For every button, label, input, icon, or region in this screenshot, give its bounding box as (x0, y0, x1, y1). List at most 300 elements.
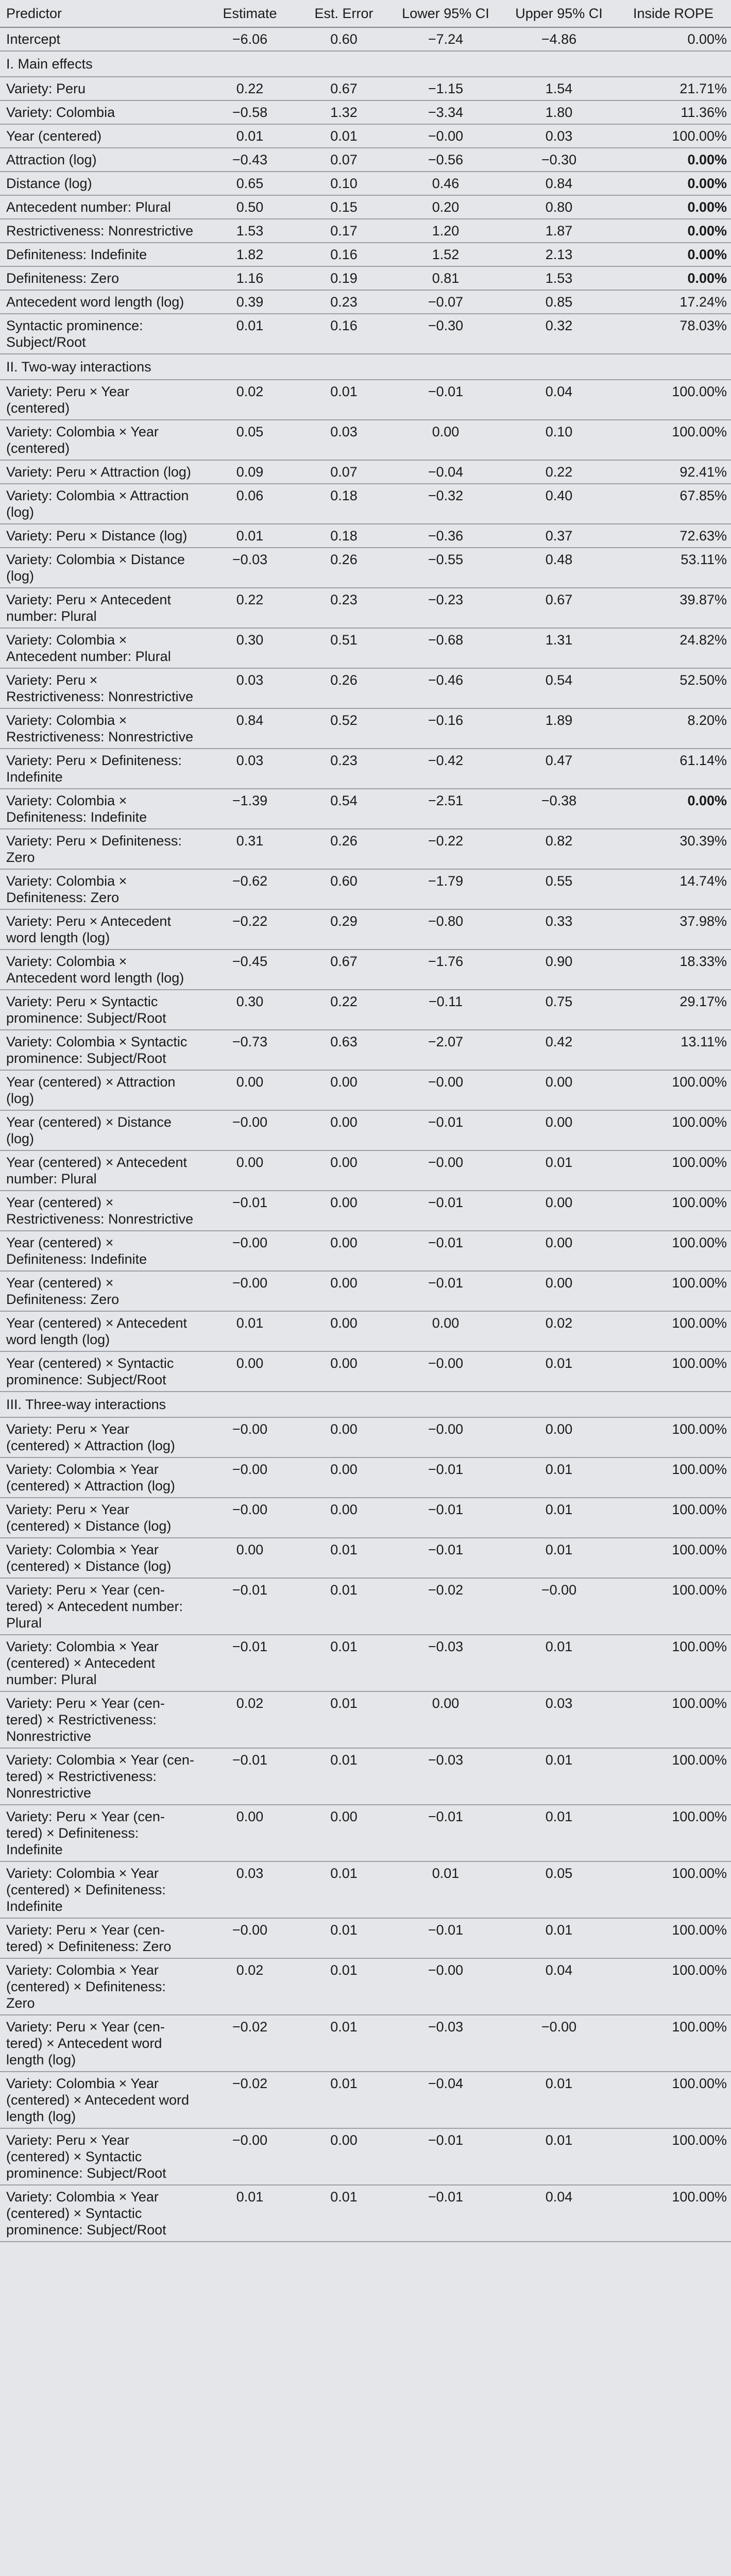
cell-inside-rope: 100.00% (616, 1458, 731, 1498)
cell-predictor: Variety: Colombia × Definiteness: Zero (0, 869, 201, 909)
cell-predictor: Variety: Colombia × Definiteness: Indefinite (0, 789, 201, 829)
cell-estimate: −0.00 (201, 2128, 299, 2185)
cell-est-error: 0.00 (299, 2128, 389, 2185)
cell-est-error: 0.00 (299, 1110, 389, 1150)
table-row (0, 172, 731, 195)
cell-upper-ci: 0.02 (502, 1311, 616, 1351)
cell-inside-rope: 14.74% (616, 869, 731, 909)
table-row (0, 1458, 731, 1498)
cell-lower-ci: 0.00 (389, 1691, 502, 1748)
cell-lower-ci: −0.30 (389, 314, 502, 354)
cell-lower-ci: −0.03 (389, 1748, 502, 1805)
cell-inside-rope: 100.00% (616, 1635, 731, 1691)
cell-lower-ci: −0.01 (389, 2128, 502, 2185)
cell-estimate: −0.02 (201, 2015, 299, 2072)
cell-inside-rope: 18.33% (616, 950, 731, 990)
cell-upper-ci: 1.80 (502, 100, 616, 124)
cell-upper-ci: 0.03 (502, 1691, 616, 1748)
cell-upper-ci: 0.01 (502, 1635, 616, 1691)
cell-lower-ci: −0.00 (389, 1958, 502, 2015)
cell-lower-ci: −0.00 (389, 124, 502, 148)
cell-est-error: 0.26 (299, 829, 389, 869)
cell-est-error: 0.23 (299, 749, 389, 789)
cell-inside-rope: 100.00% (616, 1311, 731, 1351)
cell-lower-ci: −0.01 (389, 2185, 502, 2242)
cell-est-error: 0.63 (299, 1030, 389, 1070)
cell-upper-ci: 2.13 (502, 243, 616, 266)
cell-inside-rope: 29.17% (616, 990, 731, 1030)
cell-est-error: 0.16 (299, 243, 389, 266)
table-row (0, 2128, 731, 2185)
column-header-inside-rope: Inside ROPE (616, 0, 731, 27)
cell-lower-ci: −0.00 (389, 1150, 502, 1191)
table-row (0, 1311, 731, 1351)
cell-lower-ci: 0.81 (389, 266, 502, 290)
cell-estimate: 0.02 (201, 1691, 299, 1748)
cell-predictor: Definiteness: Zero (0, 266, 201, 290)
column-header-estimate: Estimate (201, 0, 299, 27)
table-row (0, 1635, 731, 1691)
cell-lower-ci: −0.22 (389, 829, 502, 869)
cell-inside-rope: 100.00% (616, 1351, 731, 1392)
cell-upper-ci: 0.04 (502, 2185, 616, 2242)
cell-est-error: 0.03 (299, 420, 389, 460)
cell-upper-ci: 0.90 (502, 950, 616, 990)
cell-predictor: Year (centered) × Syntactic prominence: Subject/Root (0, 1351, 201, 1392)
cell-upper-ci: 0.75 (502, 990, 616, 1030)
cell-predictor: Variety: Colombia × Year (centered) × Antecedent number: Plural (0, 1635, 201, 1691)
cell-upper-ci: 0.00 (502, 1070, 616, 1110)
cell-inside-rope: 100.00% (616, 2015, 731, 2072)
cell-lower-ci: −0.01 (389, 1458, 502, 1498)
cell-est-error: 0.01 (299, 1958, 389, 2015)
cell-est-error: 0.67 (299, 77, 389, 100)
cell-est-error: 0.00 (299, 1498, 389, 1538)
cell-upper-ci: 0.01 (502, 1538, 616, 1578)
table-row (0, 1958, 731, 2015)
cell-lower-ci: −0.01 (389, 1191, 502, 1231)
cell-est-error: 0.67 (299, 950, 389, 990)
table-header-row (0, 0, 731, 27)
section-header-row (0, 1392, 731, 1417)
cell-estimate: 0.39 (201, 290, 299, 314)
cell-lower-ci: 0.00 (389, 1311, 502, 1351)
cell-upper-ci: 0.01 (502, 1351, 616, 1392)
table-row (0, 668, 731, 708)
cell-estimate: −1.39 (201, 789, 299, 829)
cell-upper-ci: 0.03 (502, 124, 616, 148)
table-row (0, 1110, 731, 1150)
cell-upper-ci: 1.54 (502, 77, 616, 100)
cell-upper-ci: 0.67 (502, 588, 616, 628)
cell-upper-ci: 0.33 (502, 909, 616, 950)
cell-est-error: 0.00 (299, 1231, 389, 1271)
table-row (0, 460, 731, 484)
cell-upper-ci: 0.05 (502, 1861, 616, 1918)
cell-inside-rope: 100.00% (616, 2185, 731, 2242)
cell-est-error: 0.00 (299, 1458, 389, 1498)
cell-predictor: Year (centered) × Antecedent word length (log) (0, 1311, 201, 1351)
table-row (0, 1748, 731, 1805)
table-row (0, 588, 731, 628)
cell-estimate: −0.22 (201, 909, 299, 950)
cell-est-error: 0.01 (299, 2072, 389, 2128)
cell-upper-ci: 0.55 (502, 869, 616, 909)
cell-estimate: −0.00 (201, 1417, 299, 1458)
cell-estimate: 0.01 (201, 2185, 299, 2242)
cell-estimate: 0.31 (201, 829, 299, 869)
cell-inside-rope: 100.00% (616, 1417, 731, 1458)
cell-estimate: 0.09 (201, 460, 299, 484)
cell-inside-rope: 13.11% (616, 1030, 731, 1070)
cell-upper-ci: −0.00 (502, 2015, 616, 2072)
cell-inside-rope: 78.03% (616, 314, 731, 354)
cell-predictor: Syntactic prominence: Subject/Root (0, 314, 201, 354)
cell-lower-ci: −0.56 (389, 148, 502, 172)
cell-lower-ci: −1.76 (389, 950, 502, 990)
cell-predictor: Attraction (log) (0, 148, 201, 172)
cell-estimate: 0.02 (201, 1958, 299, 2015)
table-body (0, 27, 731, 2242)
cell-lower-ci: −0.01 (389, 1231, 502, 1271)
cell-lower-ci: −0.80 (389, 909, 502, 950)
cell-predictor: Variety: Colombia × Antecedent word length (log) (0, 950, 201, 990)
cell-lower-ci: −0.00 (389, 1417, 502, 1458)
table-row (0, 749, 731, 789)
cell-lower-ci: 1.20 (389, 219, 502, 243)
cell-predictor: Year (centered) × Attraction (log) (0, 1070, 201, 1110)
cell-upper-ci: 0.00 (502, 1191, 616, 1231)
cell-predictor: Year (centered) × Definiteness: Zero (0, 1271, 201, 1311)
cell-predictor: Definiteness: Indefinite (0, 243, 201, 266)
cell-predictor: Variety: Peru × Definiteness: Zero (0, 829, 201, 869)
table-row (0, 1351, 731, 1392)
cell-est-error: 0.00 (299, 1271, 389, 1311)
cell-predictor: Variety: Colombia × Year (centered) × Definiteness: Indefinite (0, 1861, 201, 1918)
cell-lower-ci: −3.34 (389, 100, 502, 124)
cell-est-error: 0.60 (299, 869, 389, 909)
cell-lower-ci: −1.15 (389, 77, 502, 100)
cell-estimate: 0.00 (201, 1538, 299, 1578)
cell-predictor: Antecedent word length (log) (0, 290, 201, 314)
cell-lower-ci: −2.51 (389, 789, 502, 829)
table-row (0, 1538, 731, 1578)
cell-lower-ci: 0.20 (389, 195, 502, 219)
cell-predictor: Variety: Peru × Year (cen- tered) × Antecedent word length (log) (0, 2015, 201, 2072)
cell-predictor: Variety: Colombia × Year (centered) × Definiteness: Zero (0, 1958, 201, 2015)
cell-lower-ci: −0.16 (389, 708, 502, 749)
cell-est-error: 0.19 (299, 266, 389, 290)
cell-inside-rope: 100.00% (616, 1748, 731, 1805)
table-row (0, 243, 731, 266)
cell-upper-ci: 0.01 (502, 1805, 616, 1861)
table-row (0, 266, 731, 290)
cell-predictor: Variety: Peru × Year (centered) × Attraction (log) (0, 1417, 201, 1458)
cell-est-error: 0.18 (299, 524, 389, 548)
table-row (0, 869, 731, 909)
table-row (0, 314, 731, 354)
cell-estimate: −0.00 (201, 1918, 299, 1958)
cell-est-error: 0.23 (299, 588, 389, 628)
cell-upper-ci: 0.54 (502, 668, 616, 708)
column-header-upper-ci: Upper 95% CI (502, 0, 616, 27)
cell-estimate: −0.62 (201, 869, 299, 909)
cell-est-error: 0.07 (299, 148, 389, 172)
cell-upper-ci: 0.04 (502, 1958, 616, 2015)
cell-lower-ci: −0.01 (389, 1110, 502, 1150)
cell-estimate: −0.43 (201, 148, 299, 172)
cell-inside-rope: 0.00% (616, 148, 731, 172)
cell-inside-rope: 100.00% (616, 1861, 731, 1918)
cell-lower-ci: −0.03 (389, 2015, 502, 2072)
cell-predictor: Variety: Peru × Year (centered) × Syntactic prominence: Subject/Root (0, 2128, 201, 2185)
table-row (0, 195, 731, 219)
cell-lower-ci: 1.52 (389, 243, 502, 266)
table-row (0, 909, 731, 950)
cell-estimate: 0.65 (201, 172, 299, 195)
cell-upper-ci: −4.86 (502, 27, 616, 51)
cell-inside-rope: 39.87% (616, 588, 731, 628)
cell-est-error: 0.60 (299, 27, 389, 51)
cell-est-error: 0.00 (299, 1150, 389, 1191)
cell-inside-rope: 100.00% (616, 1918, 731, 1958)
table-row (0, 950, 731, 990)
cell-inside-rope: 11.36% (616, 100, 731, 124)
cell-estimate: −0.00 (201, 1458, 299, 1498)
cell-lower-ci: −0.04 (389, 460, 502, 484)
cell-lower-ci: −0.01 (389, 1498, 502, 1538)
section-label: II. Two-way interactions (0, 354, 731, 380)
cell-predictor: Variety: Peru × Restrictiveness: Nonrestrictive (0, 668, 201, 708)
table-row (0, 77, 731, 100)
cell-inside-rope: 67.85% (616, 484, 731, 524)
cell-est-error: 0.52 (299, 708, 389, 749)
cell-estimate: −0.00 (201, 1110, 299, 1150)
cell-estimate: 0.01 (201, 124, 299, 148)
cell-lower-ci: −0.23 (389, 588, 502, 628)
table-row (0, 2185, 731, 2242)
cell-est-error: 0.01 (299, 1861, 389, 1918)
cell-est-error: 0.26 (299, 668, 389, 708)
cell-predictor: Variety: Colombia × Antecedent number: Plural (0, 628, 201, 668)
table-row (0, 27, 731, 51)
cell-inside-rope: 100.00% (616, 1498, 731, 1538)
table-row (0, 1861, 731, 1918)
table-row (0, 708, 731, 749)
cell-est-error: 0.01 (299, 124, 389, 148)
cell-upper-ci: 1.53 (502, 266, 616, 290)
table-row (0, 628, 731, 668)
cell-inside-rope: 52.50% (616, 668, 731, 708)
cell-predictor: Variety: Peru × Definiteness: Indefinite (0, 749, 201, 789)
cell-estimate: −0.01 (201, 1635, 299, 1691)
cell-lower-ci: −0.01 (389, 1918, 502, 1958)
cell-estimate: −0.58 (201, 100, 299, 124)
cell-lower-ci: −2.07 (389, 1030, 502, 1070)
column-header-predictor: Predictor (0, 0, 201, 27)
cell-estimate: −0.00 (201, 1271, 299, 1311)
cell-est-error: 0.01 (299, 1538, 389, 1578)
cell-predictor: Variety: Colombia × Year (centered) × Attraction (log) (0, 1458, 201, 1498)
cell-est-error: 1.32 (299, 100, 389, 124)
cell-predictor: Variety: Colombia × Year (centered) (0, 420, 201, 460)
cell-estimate: −0.02 (201, 2072, 299, 2128)
cell-predictor: Restrictiveness: Nonrestrictive (0, 219, 201, 243)
cell-est-error: 0.10 (299, 172, 389, 195)
cell-inside-rope: 0.00% (616, 219, 731, 243)
cell-lower-ci: −0.55 (389, 548, 502, 588)
cell-estimate: 0.84 (201, 708, 299, 749)
cell-lower-ci: −0.42 (389, 749, 502, 789)
cell-inside-rope: 100.00% (616, 1538, 731, 1578)
cell-predictor: Variety: Colombia × Distance (log) (0, 548, 201, 588)
cell-inside-rope: 100.00% (616, 1805, 731, 1861)
table-row (0, 1578, 731, 1635)
cell-predictor: Variety: Colombia × Syntactic prominence: Subject/Root (0, 1030, 201, 1070)
cell-predictor: Variety: Peru × Antecedent word length (log) (0, 909, 201, 950)
cell-upper-ci: 0.37 (502, 524, 616, 548)
table-row (0, 1691, 731, 1748)
cell-upper-ci: 0.04 (502, 380, 616, 420)
cell-est-error: 0.00 (299, 1191, 389, 1231)
cell-est-error: 0.07 (299, 460, 389, 484)
cell-predictor: Variety: Peru × Year (cen- tered) × Definiteness: Indefinite (0, 1805, 201, 1861)
cell-inside-rope: 72.63% (616, 524, 731, 548)
table-row (0, 829, 731, 869)
cell-upper-ci: 0.42 (502, 1030, 616, 1070)
cell-predictor: Variety: Peru × Antecedent number: Plural (0, 588, 201, 628)
table-row (0, 1918, 731, 1958)
cell-est-error: 0.16 (299, 314, 389, 354)
column-header-lower-ci: Lower 95% CI (389, 0, 502, 27)
cell-upper-ci: 0.01 (502, 1498, 616, 1538)
cell-estimate: 0.00 (201, 1805, 299, 1861)
table-row (0, 420, 731, 460)
cell-inside-rope: 0.00% (616, 789, 731, 829)
table-row (0, 124, 731, 148)
cell-lower-ci: −0.03 (389, 1635, 502, 1691)
cell-estimate: 0.22 (201, 588, 299, 628)
cell-predictor: Variety: Peru (0, 77, 201, 100)
table-row (0, 148, 731, 172)
cell-est-error: 0.00 (299, 1070, 389, 1110)
cell-est-error: 0.01 (299, 2015, 389, 2072)
cell-est-error: 0.00 (299, 1805, 389, 1861)
cell-inside-rope: 100.00% (616, 420, 731, 460)
cell-inside-rope: 100.00% (616, 1231, 731, 1271)
cell-inside-rope: 100.00% (616, 1958, 731, 2015)
cell-predictor: Intercept (0, 27, 201, 51)
cell-upper-ci: 0.10 (502, 420, 616, 460)
cell-predictor: Variety: Peru × Year (cen- tered) × Antecedent number: Plural (0, 1578, 201, 1635)
cell-upper-ci: 0.01 (502, 1748, 616, 1805)
table-row (0, 100, 731, 124)
cell-predictor: Variety: Colombia × Attraction (log) (0, 484, 201, 524)
cell-lower-ci: 0.01 (389, 1861, 502, 1918)
cell-upper-ci: 0.01 (502, 2128, 616, 2185)
cell-inside-rope: 100.00% (616, 1150, 731, 1191)
cell-inside-rope: 100.00% (616, 380, 731, 420)
cell-upper-ci: 1.31 (502, 628, 616, 668)
cell-estimate: 0.06 (201, 484, 299, 524)
cell-upper-ci: 0.40 (502, 484, 616, 524)
cell-inside-rope: 30.39% (616, 829, 731, 869)
cell-lower-ci: −0.04 (389, 2072, 502, 2128)
cell-estimate: 0.01 (201, 314, 299, 354)
cell-est-error: 0.01 (299, 1578, 389, 1635)
cell-upper-ci: 1.87 (502, 219, 616, 243)
cell-upper-ci: −0.38 (502, 789, 616, 829)
cell-estimate: −0.01 (201, 1748, 299, 1805)
cell-lower-ci: −0.46 (389, 668, 502, 708)
cell-predictor: Variety: Peru × Year (cen- tered) × Restrictiveness: Nonrestrictive (0, 1691, 201, 1748)
cell-estimate: 0.00 (201, 1150, 299, 1191)
table-row (0, 789, 731, 829)
cell-est-error: 0.01 (299, 2185, 389, 2242)
cell-predictor: Year (centered) × Definiteness: Indefinite (0, 1231, 201, 1271)
cell-inside-rope: 100.00% (616, 1691, 731, 1748)
cell-inside-rope: 92.41% (616, 460, 731, 484)
cell-est-error: 0.23 (299, 290, 389, 314)
cell-upper-ci: 0.01 (502, 2072, 616, 2128)
cell-est-error: 0.18 (299, 484, 389, 524)
cell-inside-rope: 24.82% (616, 628, 731, 668)
cell-inside-rope: 37.98% (616, 909, 731, 950)
cell-lower-ci: −0.36 (389, 524, 502, 548)
cell-estimate: −0.01 (201, 1578, 299, 1635)
table-row (0, 290, 731, 314)
cell-estimate: 0.30 (201, 628, 299, 668)
cell-inside-rope: 100.00% (616, 2072, 731, 2128)
cell-est-error: 0.51 (299, 628, 389, 668)
cell-estimate: 0.03 (201, 1861, 299, 1918)
cell-upper-ci: 0.47 (502, 749, 616, 789)
cell-inside-rope: 100.00% (616, 1110, 731, 1150)
cell-inside-rope: 100.00% (616, 2128, 731, 2185)
table-row (0, 1030, 731, 1070)
cell-lower-ci: 0.46 (389, 172, 502, 195)
cell-estimate: 0.01 (201, 524, 299, 548)
table-row (0, 1417, 731, 1458)
cell-upper-ci: 0.01 (502, 1150, 616, 1191)
cell-est-error: 0.00 (299, 1417, 389, 1458)
cell-estimate: 0.00 (201, 1070, 299, 1110)
cell-predictor: Variety: Colombia × Restrictiveness: Nonrestrictive (0, 708, 201, 749)
cell-upper-ci: −0.30 (502, 148, 616, 172)
table-row (0, 219, 731, 243)
cell-inside-rope: 0.00% (616, 27, 731, 51)
cell-lower-ci: −0.02 (389, 1578, 502, 1635)
cell-lower-ci: −0.01 (389, 1538, 502, 1578)
cell-est-error: 0.01 (299, 1748, 389, 1805)
cell-upper-ci: 0.22 (502, 460, 616, 484)
cell-upper-ci: 0.00 (502, 1271, 616, 1311)
cell-estimate: −0.01 (201, 1191, 299, 1231)
cell-upper-ci: 0.82 (502, 829, 616, 869)
cell-inside-rope: 0.00% (616, 243, 731, 266)
cell-inside-rope: 0.00% (616, 172, 731, 195)
cell-estimate: 0.02 (201, 380, 299, 420)
table-row (0, 380, 731, 420)
table-row (0, 1498, 731, 1538)
cell-predictor: Year (centered) × Antecedent number: Plural (0, 1150, 201, 1191)
cell-upper-ci: 0.00 (502, 1417, 616, 1458)
cell-upper-ci: 0.48 (502, 548, 616, 588)
cell-lower-ci: −0.68 (389, 628, 502, 668)
cell-est-error: 0.22 (299, 990, 389, 1030)
cell-estimate: −0.00 (201, 1498, 299, 1538)
cell-estimate: −0.03 (201, 548, 299, 588)
